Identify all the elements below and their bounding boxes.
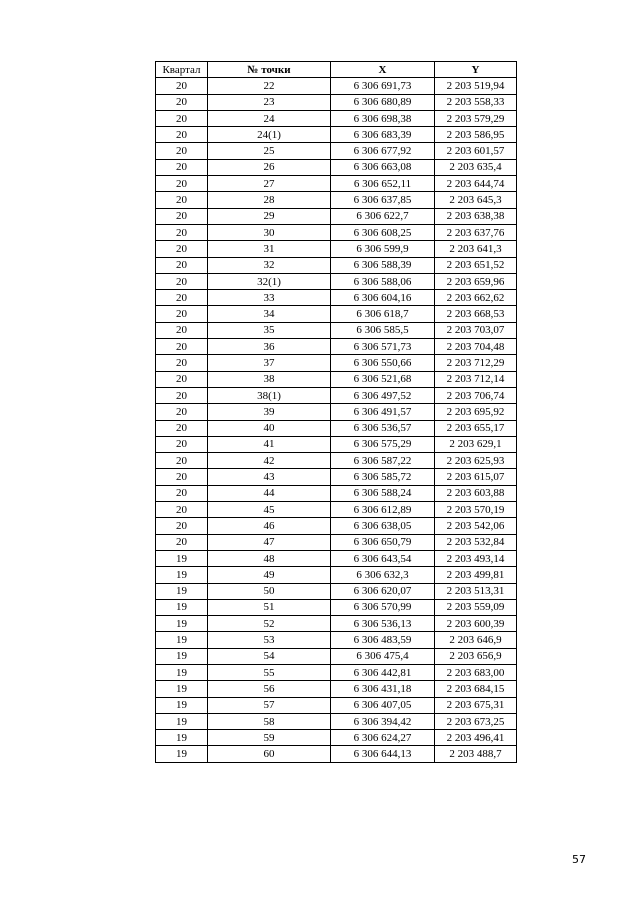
cell-y: 2 203 646,9: [435, 632, 517, 648]
cell-kvartal: 20: [156, 502, 208, 518]
cell-y: 2 203 659,96: [435, 273, 517, 289]
cell-kvartal: 20: [156, 371, 208, 387]
cell-x: 6 306 680,89: [331, 94, 435, 110]
table-row: [156, 518, 517, 534]
cell-kvartal: 20: [156, 257, 208, 273]
cell-kvartal: 20: [156, 110, 208, 126]
cell-y: 2 203 673,25: [435, 713, 517, 729]
cell-kvartal: 20: [156, 208, 208, 224]
cell-x: 6 306 536,57: [331, 420, 435, 436]
cell-y: 2 203 532,84: [435, 534, 517, 550]
cell-point-number: 47: [208, 534, 331, 550]
cell-point-number: 26: [208, 159, 331, 175]
cell-point-number: 38(1): [208, 387, 331, 403]
cell-y: 2 203 600,39: [435, 616, 517, 632]
cell-point-number: 50: [208, 583, 331, 599]
cell-kvartal: 20: [156, 322, 208, 338]
table-row: [156, 78, 517, 94]
cell-y: 2 203 488,7: [435, 746, 517, 762]
cell-point-number: 35: [208, 322, 331, 338]
table-row: [156, 664, 517, 680]
cell-x: 6 306 677,92: [331, 143, 435, 159]
cell-kvartal: 20: [156, 176, 208, 192]
cell-x: 6 306 475,4: [331, 648, 435, 664]
cell-y: 2 203 519,94: [435, 78, 517, 94]
cell-kvartal: 20: [156, 306, 208, 322]
cell-point-number: 37: [208, 355, 331, 371]
cell-kvartal: 20: [156, 159, 208, 175]
cell-x: 6 306 624,27: [331, 730, 435, 746]
cell-point-number: 58: [208, 713, 331, 729]
table-row: [156, 502, 517, 518]
cell-point-number: 39: [208, 404, 331, 420]
cell-point-number: 53: [208, 632, 331, 648]
table-row: [156, 94, 517, 110]
table-row: [156, 648, 517, 664]
cell-point-number: 60: [208, 746, 331, 762]
cell-point-number: 56: [208, 681, 331, 697]
cell-x: 6 306 394,42: [331, 713, 435, 729]
table-row: [156, 404, 517, 420]
cell-kvartal: 20: [156, 534, 208, 550]
cell-point-number: 36: [208, 339, 331, 355]
table-header: [156, 62, 517, 78]
cell-x: 6 306 650,79: [331, 534, 435, 550]
cell-x: 6 306 483,59: [331, 632, 435, 648]
cell-y: 2 203 644,74: [435, 176, 517, 192]
cell-kvartal: 19: [156, 583, 208, 599]
cell-y: 2 203 603,88: [435, 485, 517, 501]
coordinates-table: [155, 61, 517, 763]
cell-point-number: 46: [208, 518, 331, 534]
cell-x: 6 306 622,7: [331, 208, 435, 224]
cell-x: 6 306 604,16: [331, 290, 435, 306]
cell-x: 6 306 644,13: [331, 746, 435, 762]
cell-x: 6 306 588,24: [331, 485, 435, 501]
cell-point-number: 48: [208, 550, 331, 566]
table-row: [156, 322, 517, 338]
header-point-number: № точки: [208, 62, 331, 78]
cell-point-number: 49: [208, 567, 331, 583]
cell-point-number: 24(1): [208, 127, 331, 143]
cell-point-number: 43: [208, 469, 331, 485]
cell-point-number: 45: [208, 502, 331, 518]
table-row: [156, 632, 517, 648]
table-body: [156, 78, 517, 762]
header-x: X: [331, 62, 435, 78]
cell-point-number: 42: [208, 453, 331, 469]
cell-kvartal: 19: [156, 616, 208, 632]
cell-point-number: 33: [208, 290, 331, 306]
cell-y: 2 203 570,19: [435, 502, 517, 518]
table-row: [156, 290, 517, 306]
table-row: [156, 485, 517, 501]
table-row: [156, 176, 517, 192]
cell-kvartal: 19: [156, 681, 208, 697]
cell-y: 2 203 615,07: [435, 469, 517, 485]
cell-y: 2 203 695,92: [435, 404, 517, 420]
header-row: [156, 62, 517, 78]
cell-y: 2 203 542,06: [435, 518, 517, 534]
table-row: [156, 453, 517, 469]
cell-y: 2 203 637,76: [435, 224, 517, 240]
cell-y: 2 203 651,52: [435, 257, 517, 273]
cell-x: 6 306 550,66: [331, 355, 435, 371]
cell-kvartal: 20: [156, 224, 208, 240]
cell-y: 2 203 586,95: [435, 127, 517, 143]
page-number: 57: [572, 853, 586, 866]
cell-kvartal: 20: [156, 290, 208, 306]
cell-y: 2 203 499,81: [435, 567, 517, 583]
cell-kvartal: 20: [156, 241, 208, 257]
cell-kvartal: 20: [156, 127, 208, 143]
cell-point-number: 55: [208, 664, 331, 680]
table-row: [156, 746, 517, 762]
cell-kvartal: 19: [156, 567, 208, 583]
cell-kvartal: 19: [156, 664, 208, 680]
cell-point-number: 32: [208, 257, 331, 273]
cell-point-number: 22: [208, 78, 331, 94]
cell-x: 6 306 599,9: [331, 241, 435, 257]
cell-point-number: 54: [208, 648, 331, 664]
table-row: [156, 534, 517, 550]
table-row: [156, 681, 517, 697]
cell-x: 6 306 620,07: [331, 583, 435, 599]
table-row: [156, 599, 517, 615]
cell-kvartal: 20: [156, 355, 208, 371]
cell-kvartal: 20: [156, 453, 208, 469]
cell-x: 6 306 588,39: [331, 257, 435, 273]
cell-y: 2 203 712,14: [435, 371, 517, 387]
cell-x: 6 306 575,29: [331, 436, 435, 452]
cell-y: 2 203 601,57: [435, 143, 517, 159]
cell-kvartal: 20: [156, 339, 208, 355]
table-row: [156, 159, 517, 175]
cell-y: 2 203 625,93: [435, 453, 517, 469]
cell-y: 2 203 493,14: [435, 550, 517, 566]
cell-point-number: 52: [208, 616, 331, 632]
cell-y: 2 203 579,29: [435, 110, 517, 126]
cell-kvartal: 20: [156, 94, 208, 110]
table-row: [156, 257, 517, 273]
cell-y: 2 203 559,09: [435, 599, 517, 615]
table-row: [156, 387, 517, 403]
cell-y: 2 203 629,1: [435, 436, 517, 452]
table-row: [156, 469, 517, 485]
cell-kvartal: 20: [156, 518, 208, 534]
cell-kvartal: 20: [156, 420, 208, 436]
cell-point-number: 30: [208, 224, 331, 240]
cell-point-number: 57: [208, 697, 331, 713]
cell-x: 6 306 570,99: [331, 599, 435, 615]
cell-kvartal: 20: [156, 436, 208, 452]
cell-x: 6 306 491,57: [331, 404, 435, 420]
cell-point-number: 59: [208, 730, 331, 746]
cell-kvartal: 19: [156, 697, 208, 713]
cell-point-number: 29: [208, 208, 331, 224]
cell-point-number: 44: [208, 485, 331, 501]
cell-kvartal: 19: [156, 632, 208, 648]
cell-point-number: 23: [208, 94, 331, 110]
cell-y: 2 203 656,9: [435, 648, 517, 664]
cell-y: 2 203 558,33: [435, 94, 517, 110]
cell-x: 6 306 407,05: [331, 697, 435, 713]
cell-y: 2 203 703,07: [435, 322, 517, 338]
cell-x: 6 306 663,08: [331, 159, 435, 175]
cell-point-number: 41: [208, 436, 331, 452]
cell-kvartal: 20: [156, 404, 208, 420]
cell-x: 6 306 612,89: [331, 502, 435, 518]
cell-y: 2 203 675,31: [435, 697, 517, 713]
table-row: [156, 371, 517, 387]
cell-x: 6 306 497,52: [331, 387, 435, 403]
cell-x: 6 306 618,7: [331, 306, 435, 322]
cell-y: 2 203 662,62: [435, 290, 517, 306]
cell-x: 6 306 585,72: [331, 469, 435, 485]
table-row: [156, 192, 517, 208]
cell-x: 6 306 637,85: [331, 192, 435, 208]
cell-point-number: 34: [208, 306, 331, 322]
cell-kvartal: 19: [156, 550, 208, 566]
cell-y: 2 203 655,17: [435, 420, 517, 436]
cell-y: 2 203 645,3: [435, 192, 517, 208]
cell-x: 6 306 588,06: [331, 273, 435, 289]
cell-point-number: 38: [208, 371, 331, 387]
table-row: [156, 273, 517, 289]
table-row: [156, 127, 517, 143]
table-row: [156, 355, 517, 371]
cell-kvartal: 20: [156, 143, 208, 159]
table-row: [156, 143, 517, 159]
header-y: Y: [435, 62, 517, 78]
cell-kvartal: 20: [156, 192, 208, 208]
cell-kvartal: 19: [156, 746, 208, 762]
cell-x: 6 306 536,13: [331, 616, 435, 632]
table-row: [156, 241, 517, 257]
cell-y: 2 203 496,41: [435, 730, 517, 746]
cell-point-number: 27: [208, 176, 331, 192]
table-row: [156, 697, 517, 713]
cell-x: 6 306 442,81: [331, 664, 435, 680]
cell-x: 6 306 608,25: [331, 224, 435, 240]
table-row: [156, 306, 517, 322]
table-row: [156, 208, 517, 224]
cell-x: 6 306 521,68: [331, 371, 435, 387]
cell-point-number: 40: [208, 420, 331, 436]
table-row: [156, 339, 517, 355]
cell-x: 6 306 585,5: [331, 322, 435, 338]
cell-x: 6 306 587,22: [331, 453, 435, 469]
cell-y: 2 203 706,74: [435, 387, 517, 403]
cell-kvartal: 19: [156, 713, 208, 729]
table-row: [156, 713, 517, 729]
cell-y: 2 203 641,3: [435, 241, 517, 257]
table-row: [156, 420, 517, 436]
cell-y: 2 203 638,38: [435, 208, 517, 224]
cell-x: 6 306 643,54: [331, 550, 435, 566]
cell-kvartal: 19: [156, 730, 208, 746]
cell-y: 2 203 683,00: [435, 664, 517, 680]
cell-kvartal: 19: [156, 648, 208, 664]
cell-y: 2 203 635,4: [435, 159, 517, 175]
table-row: [156, 616, 517, 632]
cell-x: 6 306 632,3: [331, 567, 435, 583]
table-row: [156, 436, 517, 452]
cell-y: 2 203 684,15: [435, 681, 517, 697]
cell-point-number: 31: [208, 241, 331, 257]
cell-kvartal: 20: [156, 273, 208, 289]
table-row: [156, 583, 517, 599]
cell-x: 6 306 431,18: [331, 681, 435, 697]
cell-kvartal: 20: [156, 485, 208, 501]
cell-kvartal: 20: [156, 469, 208, 485]
table-row: [156, 730, 517, 746]
table-row: [156, 224, 517, 240]
table-row: [156, 550, 517, 566]
cell-point-number: 51: [208, 599, 331, 615]
cell-y: 2 203 668,53: [435, 306, 517, 322]
cell-x: 6 306 638,05: [331, 518, 435, 534]
cell-kvartal: 20: [156, 387, 208, 403]
cell-x: 6 306 571,73: [331, 339, 435, 355]
cell-x: 6 306 698,38: [331, 110, 435, 126]
cell-x: 6 306 683,39: [331, 127, 435, 143]
cell-kvartal: 20: [156, 78, 208, 94]
table-row: [156, 567, 517, 583]
cell-y: 2 203 513,31: [435, 583, 517, 599]
cell-point-number: 25: [208, 143, 331, 159]
cell-point-number: 32(1): [208, 273, 331, 289]
cell-point-number: 28: [208, 192, 331, 208]
table-row: [156, 110, 517, 126]
header-kvartal: Квартал: [156, 62, 208, 78]
cell-kvartal: 19: [156, 599, 208, 615]
cell-y: 2 203 704,48: [435, 339, 517, 355]
cell-point-number: 24: [208, 110, 331, 126]
cell-x: 6 306 691,73: [331, 78, 435, 94]
cell-x: 6 306 652,11: [331, 176, 435, 192]
cell-y: 2 203 712,29: [435, 355, 517, 371]
